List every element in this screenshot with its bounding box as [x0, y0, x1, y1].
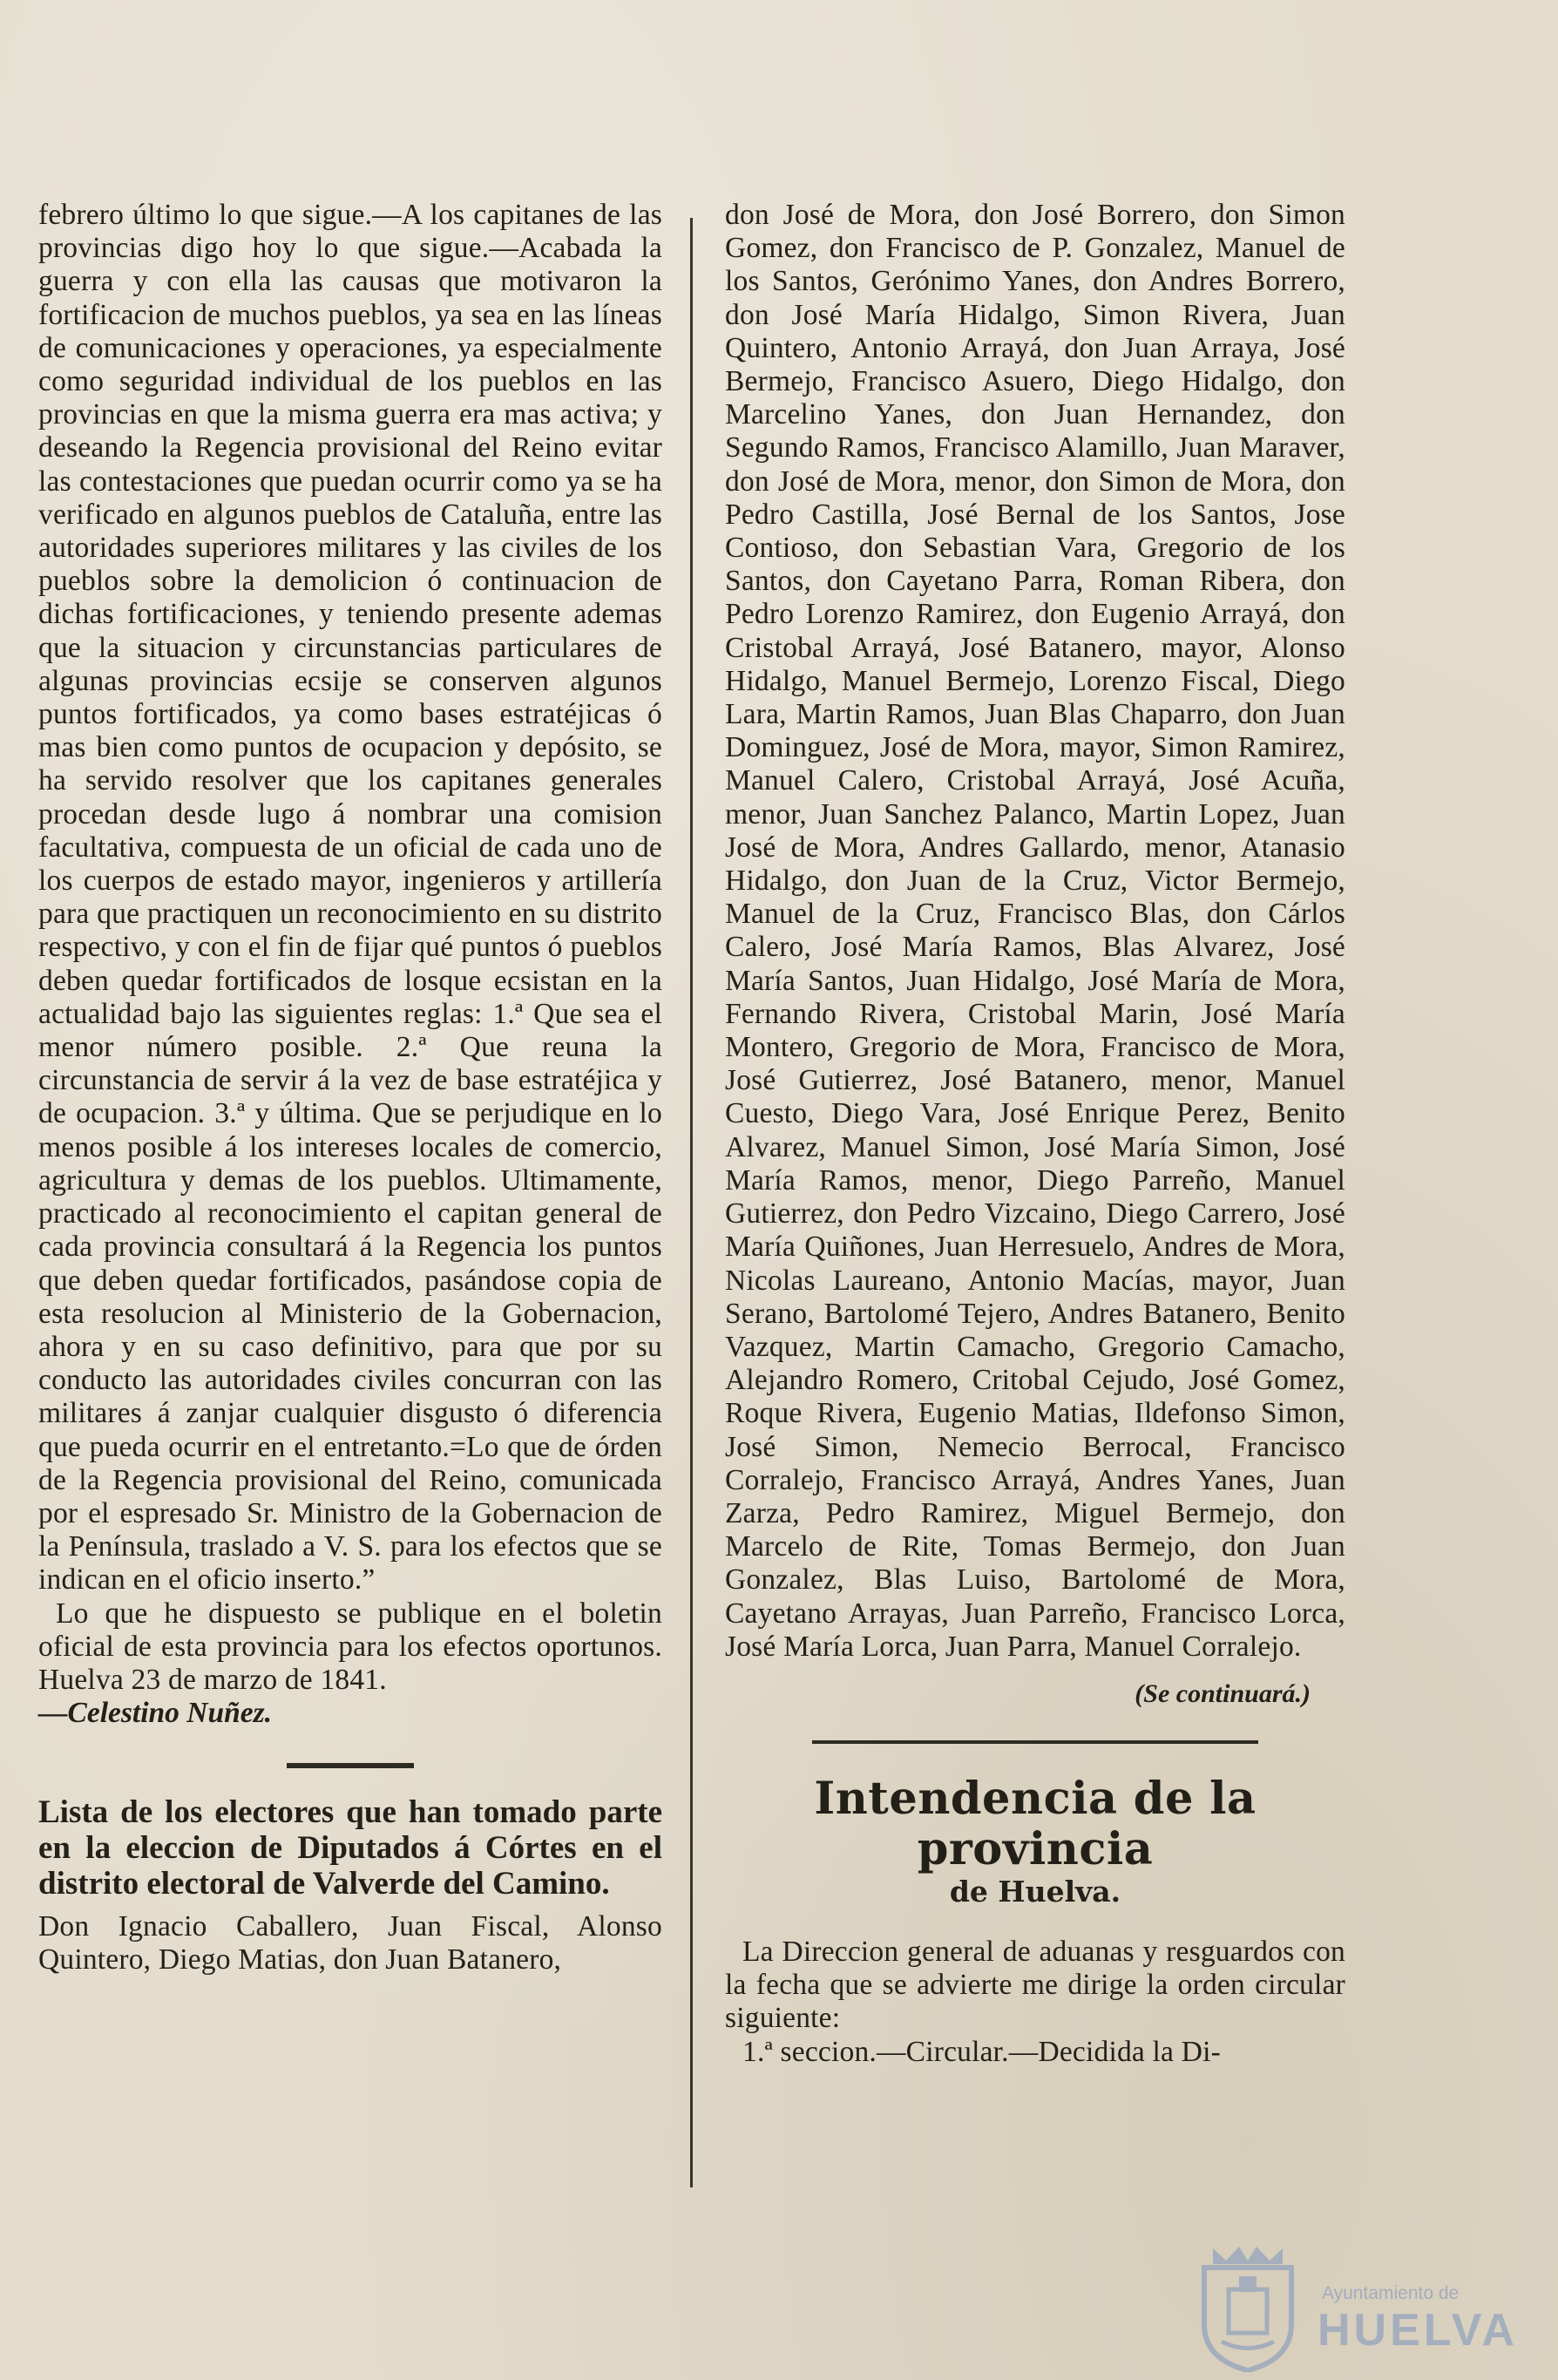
watermark-small-text: Ayuntamiento de — [1322, 2283, 1460, 2303]
section-divider-long — [812, 1740, 1258, 1744]
left-column — [38, 199, 662, 1977]
right-column — [725, 199, 1345, 2069]
watermark — [1196, 2241, 1519, 2372]
list-start: Don Ignacio Caballero, Juan Fiscal, Alonso Quintero, Diego Matias, don Juan Batanero, — [38, 1910, 662, 1977]
section-title: Intendencia de la provincia — [814, 1772, 1257, 1875]
section-next: 1.ª seccion.—Circular.—Decidida la Di- — [742, 2035, 1221, 2068]
publication-text: Lo que he dispuesto se publique en el boletin oficial de esta provincia para los efectos oportunos. Huelva 23 de marzo de 1841. — [38, 1597, 662, 1696]
section-subtitle: de Huelva. — [949, 1874, 1121, 1909]
column-divider — [690, 218, 693, 2187]
section-intro: La Direccion general de aduanas y resguardos con la fecha que se advierte me dirige la orden circular siguiente: — [725, 1935, 1345, 2035]
coat-of-arms-icon — [1196, 2241, 1300, 2372]
decree-text: febrero último lo que sigue.—A los capitanes de las provincias digo hoy lo que sigue.—Acabada la guerra y con ella las causas que motivaron la fortificacion de muchos pueblos, ya sea en las líneas de comunicaciones y operaciones, ya especialmente como seguridad individual de los pueblos en las provincias en que la misma guerra era mas activa; y deseando la Regencia provisional del Reino evitar las contestaciones que puedan ocurrir como ya se ha verificado en algunos pueblos de Cataluña, entre las autoridades superiores militares y las civiles de los pueblos sobre la demolicion ó continuacion de dichas fortificaciones, y teniendo presente ademas que la situacion y circunstancias particulares de algunas provincias ecsije se conserven algunos puntos fortificados, ya como bases estratéjicas ó mas bien como puntos de ocupacion y depósito, se ha servido resolver que los capitanes generales procedan desde lugo á nombrar una comision facultativa, compuesta de un oficial de cada uno de los cuerpos de estado mayor, ingenieros y artillería para que practiquen un reconocimiento en su distrito respectivo, y con el fin de fijar qué puntos ó pueblos deben quedar fortificados de losque ecsistan en la actualidad bajo las siguientes reglas: 1.ª Que sea el menor número posible. 2.ª Que reuna la circunstancia de servir á la vez de base estratéjica y de ocupacion. 3.ª y última. Que se perjudique en lo menos posible á los intereses locales de comercio, agricultura y demas de los pueblos. Ultimamente, practicado al reconocimiento el capitan general de cada provincia consultará á la Regencia los puntos que deben quedar fortificados, pasándose copia de esta resolucion al Ministerio de la Gobernacion, ahora y en su caso definitivo, para que por su conducto las autoridades civiles concurran con las militares á zanjar cualquier disgusto ó diferencia que pueda ocurrir en el entretanto.=Lo que de órden de la Regencia provisional del Reino, comunicada por el espresado Sr. Ministro de la Gobernacion de la Península, traslado a V. S. para los efectos que se indican en el oficio inserto.” — [38, 199, 662, 1597]
section-divider — [287, 1763, 414, 1768]
watermark-big-text: HUELVA — [1318, 2305, 1519, 2356]
continued-note: (Se continuará.) — [1135, 1678, 1311, 1708]
electors-list: don José de Mora, don José Borrero, don Simon Gomez, don Francisco de P. Gonzalez, Manuel de los Santos, Gerónimo Yanes, don Andres Borrero, don José María Hidalgo, Simon Rivera, Juan Quintero, Antonio Arrayá, don Juan Arraya, José Bermejo, Francisco Asuero, Diego Hidalgo, don Marcelino Yanes, don Juan Hernandez, don Segundo Ramos, Francisco Alamillo, Juan Maraver, don José de Mora, menor, don Simon de Mora, don Pedro Castilla, José Bernal de los Santos, Jose Contioso, don Sebastian Vara, Gregorio de los Santos, don Cayetano Parra, Roman Ribera, don Pedro Lorenzo Ramirez, don Eugenio Arrayá, don Cristobal Arrayá, José Batanero, mayor, Alonso Hidalgo, Manuel Bermejo, Lorenzo Fiscal, Diego Lara, Martin Ramos, Juan Blas Chaparro, don Juan Dominguez, José de Mora, mayor, Simon Ramirez, Manuel Calero, Cristobal Arrayá, José Acuña, menor, Juan Sanchez Palanco, Martin Lopez, Juan José de Mora, Andres Gallardo, menor, Atanasio Hidalgo, don Juan de la Cruz, Victor Bermejo, Manuel de la Cruz, Francisco Blas, don Cárlos Calero, José María Ramos, Blas Alvarez, José María Santos, Juan Hidalgo, José María de Mora, Fernando Rivera, Cristobal Marin, José María Montero, Gregorio de Mora, Francisco de Mora, José Gutierrez, José Batanero, menor, Manuel Cuesto, Diego Vara, José Enrique Perez, Benito Alvarez, Manuel Simon, José María Simon, José María Ramos, menor, Diego Parreño, Manuel Gutierrez, don Pedro Vizcaino, Diego Carrero, José María Quiñones, Juan Herresuelo, Andres de Mora, Nicolas Laureano, Antonio Macías, mayor, Juan Serano, Bartolomé Tejero, Andres Batanero, Benito Vazquez, Martin Camacho, Gregorio Camacho, Alejandro Romero, Critobal Cejudo, José Gomez, Roque Rivera, Eugenio Matias, Ildefonso Simon, José Simon, Nemecio Berrocal, Francisco Corralejo, Francisco Arrayá, Andres Yanes, Juan Zarza, Pedro Ramirez, Miguel Bermejo, don Marcelo de Rite, Tomas Bermejo, don Juan Gonzalez, Blas Luiso, Bartolomé de Mora, Cayetano Arrayas, Juan Parreño, Francisco Lorca, José María Lorca, Juan Parra, Manuel Corralejo. — [725, 199, 1345, 1663]
signature: —Celestino Nuñez. — [38, 1697, 273, 1730]
list-title: Lista de los electores que han tomado parte en la eleccion de Diputados á Córtes en el distrito electoral de Valverde del Camino. — [38, 1794, 662, 1902]
